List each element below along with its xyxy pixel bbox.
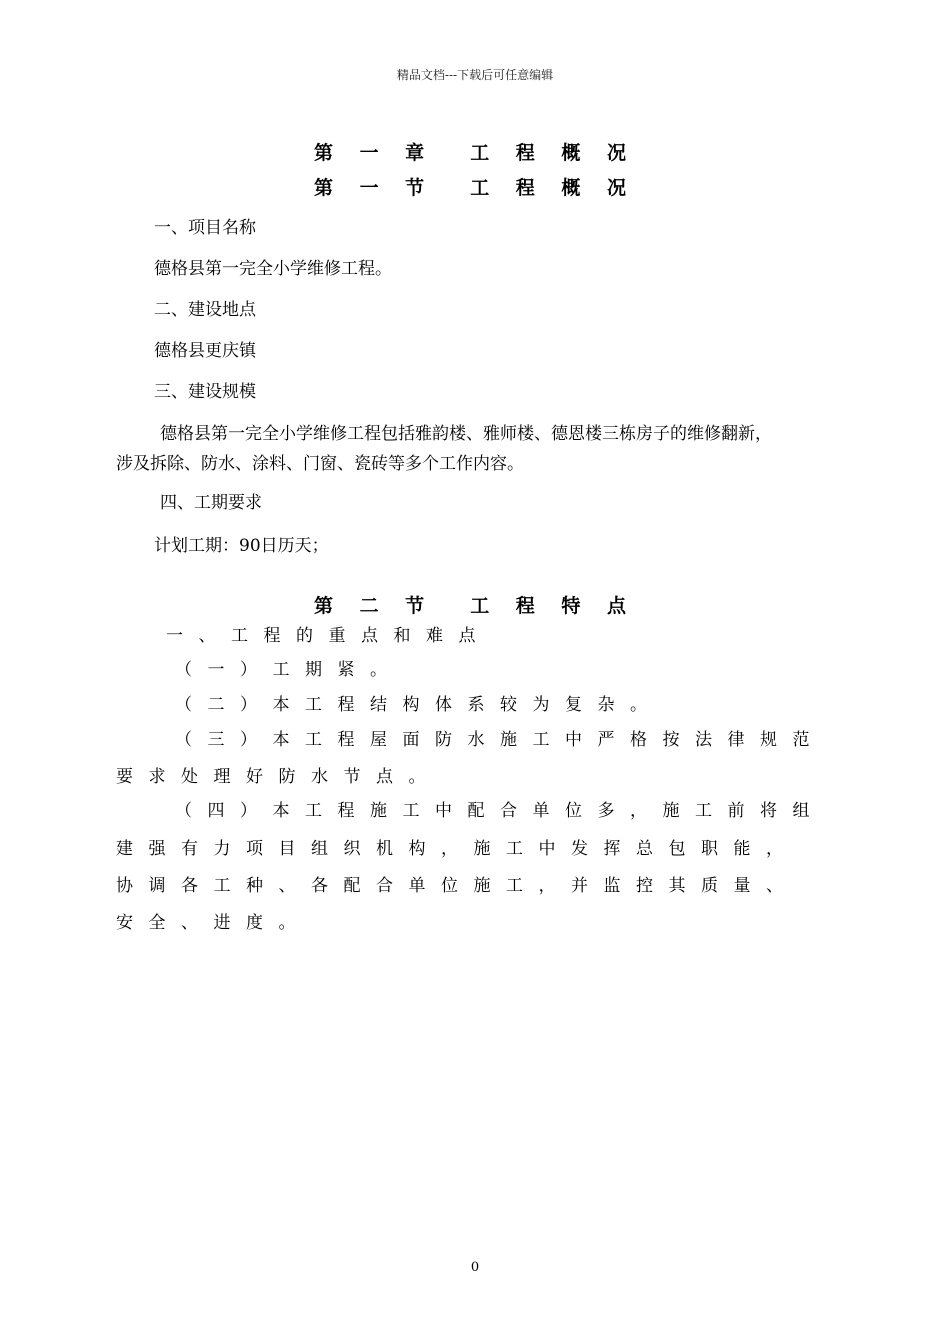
features-line-4: （三）本工程屋面防水施工中严格按法律规范 [175,730,825,750]
section1-heading [0,173,950,200]
features-line-6: （四）本工程施工中配合单位多，施工前将组 [175,801,825,821]
period-text: 计划工期：90日历天； [154,536,329,556]
chapter-title: 工 程 概 况 [470,142,637,164]
features-line-7: 建强有力项目组织机构，施工中发挥总包职能， [116,839,799,859]
features-line-9: 安全、进度。 [116,913,311,933]
section2-title: 工 程 特 点 [470,595,637,617]
section1-number: 第 一 节 [313,177,435,199]
location-text: 德格县更庆镇 [154,341,256,361]
features-line-1: 一、工程的重点和难点 [166,626,491,646]
features-line-3: （二）本工程结构体系较为复杂。 [175,695,663,715]
scale-text-line1: 德格县第一完全小学维修工程包括雅韵楼、雅师楼、德恩楼三栋房子的维修翻新， [160,424,772,444]
section1-title: 工 程 概 况 [470,177,637,199]
project-name-text: 德格县第一完全小学维修工程。 [154,259,392,279]
section2-heading [0,591,950,618]
features-line-5: 要求处理好防水节点。 [116,767,441,787]
chapter-number: 第 一 章 [313,142,435,164]
section2-number: 第 二 节 [313,595,435,617]
scale-text-line2: 涉及拆除、防水、涂料、门窗、瓷砖等多个工作内容。 [116,454,524,474]
scale-heading: 三、建设规模 [154,382,256,402]
page-header: 精品文档---下载后可任意编辑 [396,68,554,82]
location-heading: 二、建设地点 [154,300,256,320]
features-line-2: （一）工期紧。 [175,660,403,680]
period-heading: 四、工期要求 [160,493,262,513]
chapter-heading [0,138,950,165]
features-line-8: 协调各工种、各配合单位施工，并监控其质量、 [116,876,799,896]
page-number: 0 [470,1260,480,1275]
project-name-heading: 一、项目名称 [154,218,256,238]
